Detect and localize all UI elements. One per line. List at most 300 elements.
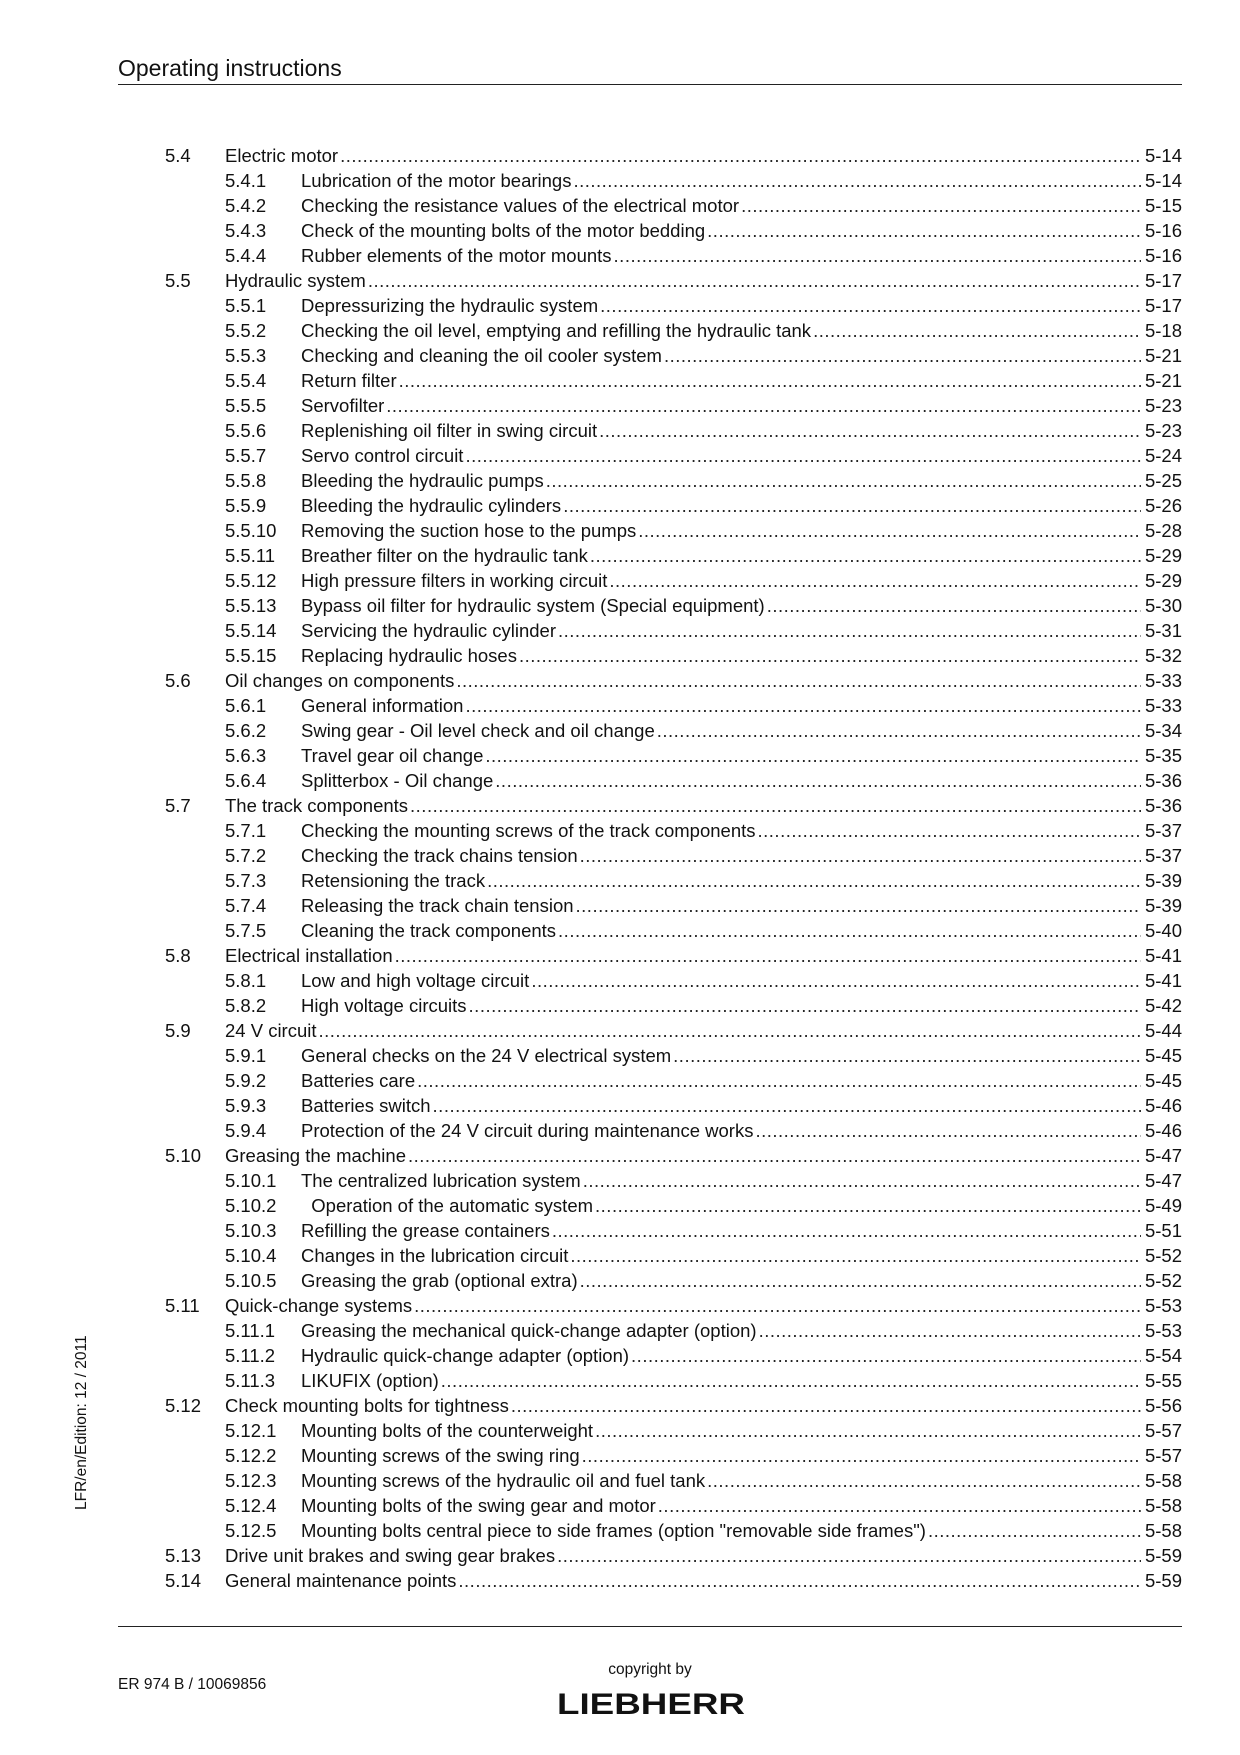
toc-entry-page: 5-41 <box>1144 945 1182 966</box>
toc-entry-title: Replenishing oil filter in swing circuit <box>301 420 598 441</box>
toc-entry-line <box>301 568 1182 593</box>
toc-dot-leader <box>485 743 1141 768</box>
toc-entry-page: 5-52 <box>1144 1270 1182 1291</box>
toc-entry-line <box>225 1018 1182 1043</box>
toc-entry-page: 5-56 <box>1144 1395 1182 1416</box>
toc-entry-title: Mounting bolts of the counterweight <box>301 1420 594 1441</box>
toc-dot-leader <box>570 1243 1141 1268</box>
footer-rule <box>118 1626 1182 1627</box>
toc-entry-page: 5-46 <box>1144 1095 1182 1116</box>
toc-entry-number: 5.10.1 <box>225 1170 277 1191</box>
toc-entry-page: 5-39 <box>1144 895 1182 916</box>
toc-entry-number: 5.5.4 <box>225 370 267 391</box>
toc-entry-number: 5.4 <box>165 145 191 166</box>
toc-entry <box>165 518 1182 543</box>
toc-entry-page: 5-16 <box>1144 245 1182 266</box>
toc-entry <box>165 343 1182 368</box>
document-id: ER 974 B / 10069856 <box>118 1676 267 1693</box>
toc-entry <box>165 568 1182 593</box>
toc-entry-title: Checking the resistance values of the electrical motor <box>301 195 740 216</box>
toc-entry-number: 5.9 <box>165 1020 191 1041</box>
toc-dot-leader <box>465 693 1140 718</box>
toc-entry-line <box>301 543 1182 568</box>
toc-entry-line <box>301 1168 1182 1193</box>
toc-entry-line <box>301 743 1182 768</box>
toc-entry-number: 5.11.2 <box>225 1345 276 1366</box>
toc-entry <box>165 643 1182 668</box>
toc-entry-line <box>301 1493 1182 1518</box>
toc-entry <box>165 1493 1182 1518</box>
toc-entry-line <box>301 1368 1182 1393</box>
toc-dot-leader <box>399 368 1141 393</box>
toc-entry-number: 5.5.1 <box>225 295 267 316</box>
toc-entry-number: 5.12.4 <box>225 1495 277 1516</box>
toc-entry-title: Depressurizing the hydraulic system <box>301 295 599 316</box>
toc-entry-line <box>301 643 1182 668</box>
toc-entry-number: 5.5.13 <box>225 595 277 616</box>
toc-dot-leader <box>595 1193 1141 1218</box>
toc-entry-title: Checking the track chains tension <box>301 845 578 866</box>
toc-entry <box>165 843 1182 868</box>
toc-dot-leader <box>664 343 1141 368</box>
toc-entry-line <box>301 1243 1182 1268</box>
toc-dot-leader <box>417 1068 1141 1093</box>
toc-entry <box>165 1118 1182 1143</box>
toc-entry-page: 5-52 <box>1144 1245 1182 1266</box>
toc-entry-title: Greasing the machine <box>225 1145 406 1166</box>
toc-entry-page: 5-21 <box>1144 345 1182 366</box>
toc-entry-number: 5.14 <box>165 1570 202 1591</box>
toc-entry <box>165 743 1182 768</box>
toc-entry-page: 5-37 <box>1144 820 1182 841</box>
toc-dot-leader <box>340 143 1141 168</box>
toc-entry-line <box>301 893 1182 918</box>
toc-entry <box>165 718 1182 743</box>
toc-entry-title: Hydraulic quick-change adapter (option) <box>301 1345 630 1366</box>
toc-entry <box>165 493 1182 518</box>
toc-entry <box>165 1468 1182 1493</box>
toc-dot-leader <box>638 518 1141 543</box>
toc-entry <box>165 293 1182 318</box>
toc-entry <box>165 418 1182 443</box>
toc-entry-title: 24 V circuit <box>225 1020 317 1041</box>
toc-entry-page: 5-57 <box>1144 1445 1182 1466</box>
toc-entry-page: 5-57 <box>1144 1420 1182 1441</box>
toc-entry-line <box>225 793 1182 818</box>
toc-entry-number: 5.4.4 <box>225 245 267 266</box>
toc-entry <box>165 818 1182 843</box>
toc-entry-number: 5.10.2 <box>225 1195 277 1216</box>
toc-entry-page: 5-35 <box>1144 745 1182 766</box>
toc-entry-line <box>225 1143 1182 1168</box>
toc-entry <box>165 1193 1182 1218</box>
toc-entry-number: 5.11.1 <box>225 1320 276 1341</box>
toc-entry-page: 5-30 <box>1144 595 1182 616</box>
header-rule <box>118 84 1182 85</box>
toc-entry-title: Checking the mounting screws of the track components <box>301 820 756 841</box>
toc-entry-title: The track components <box>225 795 409 816</box>
toc-entry-number: 5.7.3 <box>225 870 267 891</box>
toc-entry-line <box>301 968 1182 993</box>
toc-entry <box>165 143 1182 168</box>
toc-dot-leader <box>487 868 1141 893</box>
toc-entry <box>165 1518 1182 1543</box>
toc-entry-page: 5-58 <box>1144 1520 1182 1541</box>
toc-entry-page: 5-14 <box>1144 145 1182 166</box>
toc-entry-number: 5.9.4 <box>225 1120 267 1141</box>
toc-entry-line <box>225 1543 1182 1568</box>
toc-entry-page: 5-58 <box>1144 1495 1182 1516</box>
toc-entry <box>165 968 1182 993</box>
toc-entry-page: 5-36 <box>1144 770 1182 791</box>
toc-dot-leader <box>707 1468 1141 1493</box>
toc-dot-leader <box>573 168 1141 193</box>
toc-entry-line <box>225 1568 1182 1593</box>
toc-entry-page: 5-15 <box>1144 195 1182 216</box>
toc-entry-title: General maintenance points <box>225 1570 457 1591</box>
toc-entry-number: 5.6.1 <box>225 695 267 716</box>
toc-entry-number: 5.6.2 <box>225 720 267 741</box>
toc-entry-number: 5.11 <box>165 1295 200 1316</box>
toc-entry-number: 5.12.2 <box>225 1445 277 1466</box>
toc-entry-page: 5-33 <box>1144 695 1182 716</box>
toc-entry-title: Operation of the automatic system <box>301 1195 594 1216</box>
toc-dot-leader <box>395 943 1141 968</box>
toc-entry-number: 5.5.2 <box>225 320 267 341</box>
toc-entry <box>165 218 1182 243</box>
toc-entry-title: Mounting screws of the swing ring <box>301 1445 580 1466</box>
toc-entry-line <box>225 1293 1182 1318</box>
toc-dot-leader <box>558 618 1141 643</box>
toc-entry <box>165 893 1182 918</box>
toc-entry-number: 5.7.2 <box>225 845 267 866</box>
toc-entry-page: 5-33 <box>1144 670 1182 691</box>
toc-entry <box>165 168 1182 193</box>
toc-entry-title: Refilling the grease containers <box>301 1220 550 1241</box>
toc-dot-leader <box>580 1268 1141 1293</box>
toc-dot-leader <box>614 243 1141 268</box>
toc-entry-line <box>301 493 1182 518</box>
toc-entry-line <box>301 1343 1182 1368</box>
edition-label: LFR/en/Edition: 12 / 2011 <box>73 1335 90 1510</box>
toc-entry-page: 5-49 <box>1144 1195 1182 1216</box>
toc-entry-line <box>301 343 1182 368</box>
toc-entry-title: Check of the mounting bolts of the motor bedding <box>301 220 706 241</box>
toc-entry-title: Check mounting bolts for tightness <box>225 1395 509 1416</box>
toc-dot-leader <box>546 468 1141 493</box>
toc-entry-line <box>301 918 1182 943</box>
toc-entry-number: 5.5.5 <box>225 395 267 416</box>
toc-entry-line <box>301 593 1182 618</box>
toc-entry-number: 5.7.5 <box>225 920 267 941</box>
toc-entry-line <box>225 143 1182 168</box>
toc-entry-line <box>301 518 1182 543</box>
toc-entry <box>165 868 1182 893</box>
toc-entry <box>165 443 1182 468</box>
toc-entry-title: Protection of the 24 V circuit during maintenance works <box>301 1120 754 1141</box>
toc-entry-title: Swing gear - Oil level check and oil change <box>301 720 655 741</box>
toc-entry <box>165 1143 1182 1168</box>
toc-dot-leader <box>557 1543 1141 1568</box>
toc-dot-leader <box>583 1168 1141 1193</box>
toc-entry-number: 5.4.1 <box>225 170 267 191</box>
toc-entry <box>165 1418 1182 1443</box>
toc-entry-page: 5-45 <box>1144 1070 1182 1091</box>
toc-entry-page: 5-53 <box>1144 1320 1182 1341</box>
toc-entry-number: 5.6.4 <box>225 770 267 791</box>
toc-entry-number: 5.12.3 <box>225 1470 277 1491</box>
toc-entry-page: 5-28 <box>1144 520 1182 541</box>
toc-entry-number: 5.9.1 <box>225 1045 267 1066</box>
toc-dot-leader <box>469 993 1141 1018</box>
toc-entry-title: Replacing hydraulic hoses <box>301 645 517 666</box>
toc-entry-number: 5.11.3 <box>225 1370 276 1391</box>
toc-entry-page: 5-34 <box>1144 720 1182 741</box>
toc-entry-page: 5-14 <box>1144 170 1182 191</box>
toc-entry-page: 5-24 <box>1144 445 1182 466</box>
toc-entry <box>165 543 1182 568</box>
toc-dot-leader <box>928 1518 1141 1543</box>
toc-entry <box>165 1068 1182 1093</box>
toc-entry-number: 5.5.15 <box>225 645 277 666</box>
toc-entry-title: Bypass oil filter for hydraulic system (Special equipment) <box>301 595 765 616</box>
toc-dot-leader <box>576 893 1141 918</box>
toc-entry <box>165 468 1182 493</box>
toc-entry-number: 5.5.11 <box>225 545 276 566</box>
toc-entry-line <box>301 818 1182 843</box>
toc-dot-leader <box>433 1093 1141 1118</box>
toc-dot-leader <box>758 818 1141 843</box>
toc-entry-title: Greasing the mechanical quick-change adapter (option) <box>301 1320 757 1341</box>
toc-dot-leader <box>741 193 1141 218</box>
toc-entry-title: High voltage circuits <box>301 995 467 1016</box>
toc-entry <box>165 768 1182 793</box>
toc-entry <box>165 1268 1182 1293</box>
toc-entry <box>165 1018 1182 1043</box>
toc-entry-title: Removing the suction hose to the pumps <box>301 520 637 541</box>
toc-entry-line <box>301 1118 1182 1143</box>
toc-entry-line <box>301 168 1182 193</box>
toc-entry-number: 5.12.1 <box>225 1420 277 1441</box>
toc-entry-page: 5-39 <box>1144 870 1182 891</box>
toc-entry-title: Greasing the grab (optional extra) <box>301 1270 578 1291</box>
toc-entry-line <box>301 693 1182 718</box>
toc-entry-page: 5-23 <box>1144 395 1182 416</box>
toc-dot-leader <box>410 793 1141 818</box>
toc-entry-title: Low and high voltage circuit <box>301 970 530 991</box>
toc-entry-title: Checking the oil level, emptying and refilling the hydraulic tank <box>301 320 812 341</box>
toc-entry <box>165 1543 1182 1568</box>
toc-entry-number: 5.7.4 <box>225 895 267 916</box>
toc-entry <box>165 368 1182 393</box>
toc-entry-title: Releasing the track chain tension <box>301 895 574 916</box>
toc-entry-title: Servicing the hydraulic cylinder <box>301 620 557 641</box>
toc-entry-page: 5-17 <box>1144 270 1182 291</box>
toc-entry <box>165 618 1182 643</box>
toc-entry-number: 5.10 <box>165 1145 202 1166</box>
toc-entry-number: 5.5.6 <box>225 420 267 441</box>
toc-dot-leader <box>414 1293 1141 1318</box>
toc-entry-number: 5.10.3 <box>225 1220 277 1241</box>
toc-entry-line <box>301 1418 1182 1443</box>
toc-entry-page: 5-36 <box>1144 795 1182 816</box>
toc-entry-title: Servofilter <box>301 395 385 416</box>
toc-dot-leader <box>658 1493 1141 1518</box>
toc-dot-leader <box>552 1218 1141 1243</box>
toc-entry-title: Quick-change systems <box>225 1295 413 1316</box>
toc-entry-number: 5.8.1 <box>225 970 267 991</box>
toc-entry-page: 5-23 <box>1144 420 1182 441</box>
toc-entry-page: 5-31 <box>1144 620 1182 641</box>
toc-entry-line <box>301 1318 1182 1343</box>
toc-entry-number: 5.10.4 <box>225 1245 277 1266</box>
toc-entry-title: Breather filter on the hydraulic tank <box>301 545 588 566</box>
toc-entry-page: 5-59 <box>1144 1570 1182 1591</box>
toc-entry-line <box>301 843 1182 868</box>
toc-entry-number: 5.8 <box>165 945 191 966</box>
toc-entry-page: 5-37 <box>1144 845 1182 866</box>
toc-dot-leader <box>673 1043 1141 1068</box>
toc-entry <box>165 393 1182 418</box>
toc-entry-page: 5-47 <box>1144 1145 1182 1166</box>
toc-entry-page: 5-40 <box>1144 920 1182 941</box>
toc-entry-number: 5.5.3 <box>225 345 267 366</box>
toc-entry-line <box>301 293 1182 318</box>
toc-entry-page: 5-44 <box>1144 1020 1182 1041</box>
toc-entry-number: 5.7.1 <box>225 820 267 841</box>
toc-entry <box>165 1168 1182 1193</box>
toc-entry-page: 5-51 <box>1144 1220 1182 1241</box>
toc-entry-line <box>301 993 1182 1018</box>
toc-entry <box>165 1243 1182 1268</box>
toc-entry-number: 5.8.2 <box>225 995 267 1016</box>
toc-entry-title: Lubrication of the motor bearings <box>301 170 572 191</box>
toc-entry-line <box>301 193 1182 218</box>
toc-entry <box>165 268 1182 293</box>
toc-entry-title: Oil changes on components <box>225 670 455 691</box>
toc-entry <box>165 1218 1182 1243</box>
toc-dot-leader <box>465 443 1141 468</box>
toc-entry-page: 5-55 <box>1144 1370 1182 1391</box>
toc-entry-line <box>225 943 1182 968</box>
toc-dot-leader <box>759 1318 1141 1343</box>
toc-entry <box>165 1293 1182 1318</box>
toc-entry-line <box>301 718 1182 743</box>
toc-entry <box>165 668 1182 693</box>
toc-entry-title: Splitterbox - Oil change <box>301 770 494 791</box>
toc-entry-page: 5-42 <box>1144 995 1182 1016</box>
toc-entry-page: 5-59 <box>1144 1545 1182 1566</box>
toc-entry-title: LIKUFIX (option) <box>301 1370 439 1391</box>
toc-entry-title: Drive unit brakes and swing gear brakes <box>225 1545 556 1566</box>
toc-dot-leader <box>582 1443 1141 1468</box>
toc-entry-title: Cleaning the track components <box>301 920 557 941</box>
toc-entry-line <box>301 1068 1182 1093</box>
toc-entry <box>165 1368 1182 1393</box>
toc-dot-leader <box>657 718 1141 743</box>
toc-entry-line <box>301 443 1182 468</box>
toc-entry-page: 5-18 <box>1144 320 1182 341</box>
toc-entry-title: High pressure filters in working circuit <box>301 570 608 591</box>
toc-entry-page: 5-16 <box>1144 220 1182 241</box>
toc-entry-page: 5-29 <box>1144 570 1182 591</box>
liebherr-logo-text: LIEBHERR <box>557 1688 746 1719</box>
toc-entry-title: The centralized lubrication system <box>301 1170 581 1191</box>
toc-entry-title: Changes in the lubrication circuit <box>301 1245 569 1266</box>
toc-entry <box>165 693 1182 718</box>
toc-entry-number: 5.4.2 <box>225 195 267 216</box>
toc-entry <box>165 318 1182 343</box>
toc-entry-title: Hydraulic system <box>225 270 366 291</box>
toc-dot-leader <box>319 1018 1141 1043</box>
toc-entry <box>165 1318 1182 1343</box>
toc-entry-line <box>301 468 1182 493</box>
toc-entry-line <box>301 768 1182 793</box>
toc-entry-line <box>301 418 1182 443</box>
toc-entry-title: Electric motor <box>225 145 339 166</box>
toc-dot-leader <box>580 843 1141 868</box>
toc-entry-line <box>301 393 1182 418</box>
toc-dot-leader <box>495 768 1141 793</box>
toc-entry-line <box>301 368 1182 393</box>
toc-entry <box>165 193 1182 218</box>
toc-dot-leader <box>368 268 1141 293</box>
toc-entry-title: Batteries switch <box>301 1095 431 1116</box>
toc-entry-number: 5.5.14 <box>225 620 277 641</box>
toc-entry-number: 5.6.3 <box>225 745 267 766</box>
toc-entry-page: 5-32 <box>1144 645 1182 666</box>
toc-entry-line <box>225 668 1182 693</box>
toc-entry-number: 5.7 <box>165 795 191 816</box>
toc-entry-number: 5.9.3 <box>225 1095 267 1116</box>
toc-entry-number: 5.12 <box>165 1395 202 1416</box>
toc-entry-page: 5-17 <box>1144 295 1182 316</box>
toc-entry-page: 5-26 <box>1144 495 1182 516</box>
toc-entry <box>165 593 1182 618</box>
toc-entry-line <box>301 1193 1182 1218</box>
toc-entry-number: 5.6 <box>165 670 191 691</box>
toc-entry-page: 5-25 <box>1144 470 1182 491</box>
toc-entry-line <box>301 1093 1182 1118</box>
toc-entry-line <box>301 868 1182 893</box>
toc-entry-page: 5-53 <box>1144 1295 1182 1316</box>
toc-entry-title: General information <box>301 695 464 716</box>
toc-entry-title: Electrical installation <box>225 945 393 966</box>
toc-entry <box>165 1393 1182 1418</box>
toc-dot-leader <box>609 568 1141 593</box>
toc-entry <box>165 918 1182 943</box>
toc-entry-title: Bleeding the hydraulic pumps <box>301 470 544 491</box>
toc-entry <box>165 1443 1182 1468</box>
table-of-contents <box>165 143 1182 1593</box>
toc-dot-leader <box>408 1143 1141 1168</box>
toc-dot-leader <box>563 493 1141 518</box>
toc-entry <box>165 793 1182 818</box>
toc-entry-line <box>301 318 1182 343</box>
toc-entry <box>165 1568 1182 1593</box>
toc-entry-page: 5-21 <box>1144 370 1182 391</box>
toc-entry-number: 5.5.7 <box>225 445 267 466</box>
toc-dot-leader <box>558 918 1141 943</box>
toc-entry-title: Servo control circuit <box>301 445 464 466</box>
toc-entry-line <box>301 618 1182 643</box>
toc-entry-number: 5.5.10 <box>225 520 277 541</box>
toc-entry-title: Rubber elements of the motor mounts <box>301 245 612 266</box>
toc-entry-line <box>225 268 1182 293</box>
toc-entry-page: 5-46 <box>1144 1120 1182 1141</box>
toc-entry-page: 5-45 <box>1144 1045 1182 1066</box>
toc-entry-page: 5-41 <box>1144 970 1182 991</box>
